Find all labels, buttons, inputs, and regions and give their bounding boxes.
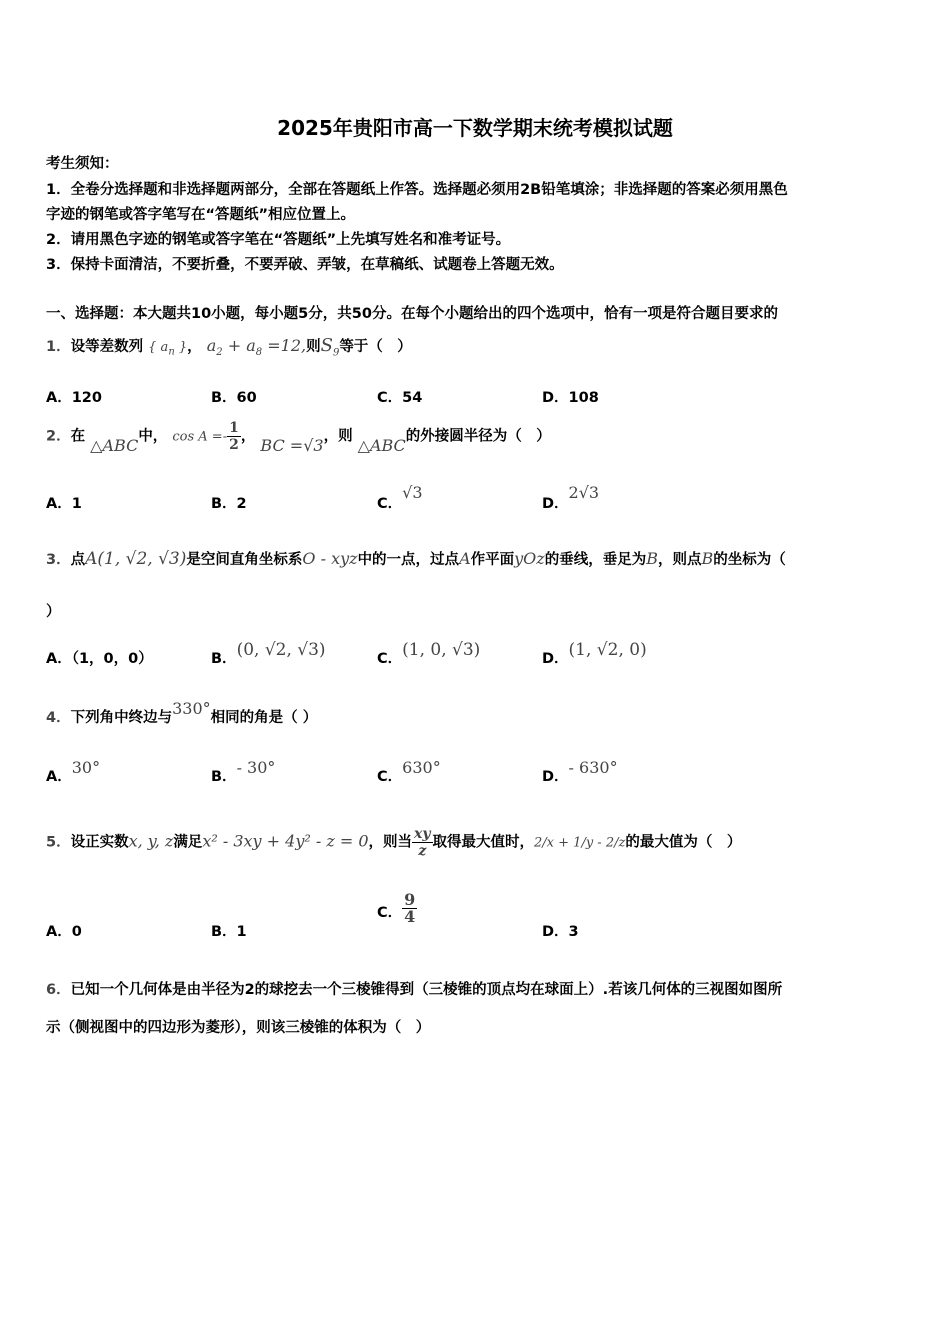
question-4: 4．下列角中终边与330°相同的角是（ ） [46, 699, 318, 726]
question-1: 1．设等差数列 { $a_n$ }， $a_2 + a_8 =12$,则$S_9$等于（ ） [46, 335, 412, 359]
q3-option-c[interactable]: C．(1, 0, √3) [377, 640, 481, 667]
question-6: 6．已知一个几何体是由半径为2的球挖去一个三棱锥得到（三棱锥的顶点均在球面上）.若该几何体的三视图如图所 [46, 982, 783, 998]
q3-option-d[interactable]: D．(1, √2, 0) [542, 640, 647, 667]
notice-item-3: 3．保持卡面清洁，不要折叠，不要弄破、弄皱，在草稿纸、试题卷上答题无效。 [46, 257, 564, 273]
q4-option-c[interactable]: C．630° [377, 758, 441, 785]
question-3: 3．点A(1, √2, √3)是空间直角坐标系O - xyz中的一点，过点A作平面yOz的垂线，垂足为B，则点B的坐标为（ [46, 549, 786, 569]
question-5: 5．设正实数x, y, z满足x² - 3xy + 4y² - z = 0，则当 $\frac{xy}{z}$ 取得最大值时，2/x + 1/y - 2/z的最大值为（ ） [46, 826, 742, 859]
q3-option-b[interactable]: B．(0, √2, √3) [211, 640, 326, 667]
question-6-cont: 示（侧视图中的四边形为菱形），则该三棱锥的体积为（ ） [46, 1020, 431, 1036]
q1-option-a[interactable]: A．120 [46, 390, 102, 406]
q5-option-a[interactable]: A．0 [46, 924, 82, 940]
q2-option-d[interactable]: D．2√3 [542, 483, 600, 512]
q2-option-b[interactable]: B．2 [211, 496, 247, 512]
q1-option-b[interactable]: B．60 [211, 390, 257, 406]
question-3-cont: ） [46, 604, 61, 620]
q2-option-a[interactable]: A．1 [46, 496, 82, 512]
q4-option-b[interactable]: B．- 30° [211, 758, 276, 785]
notice-item-2: 2．请用黑色字迹的钢笔或答字笔在“答题纸”上先填写姓名和准考证号。 [46, 232, 511, 248]
q4-option-d[interactable]: D．- 630° [542, 758, 618, 785]
q5-option-d[interactable]: D．3 [542, 924, 579, 940]
section-heading: 一、选择题：本大题共10小题，每小题5分，共50分。在每个小题给出的四个选项中，恰有一项是符合题目要求的 [46, 306, 778, 322]
q5-option-c[interactable]: C． $\frac{9}{4}$ [377, 890, 416, 926]
page-title: 2025年贵阳市高一下数学期末统考模拟试题 [277, 116, 673, 140]
q5-option-b[interactable]: B．1 [211, 924, 247, 940]
q1-option-d[interactable]: D．108 [542, 390, 599, 406]
notice-item-1: 1．全卷分选择题和非选择题两部分，全部在答题纸上作答。选择题必须用2B铅笔填涂；非选择题的答案必须用黑色 [46, 182, 788, 198]
question-2: 2．在 △ABC中， cos A =- $\frac{1}{2}$ ， BC =√3，则 △ABC的外接圆半径为（ ） [46, 420, 551, 455]
notice-heading: 考生须知： [46, 156, 119, 172]
q1-option-c[interactable]: C．54 [377, 390, 423, 406]
notice-item-1-cont: 字迹的钢笔或答字笔写在“答题纸”相应位置上。 [46, 207, 356, 223]
q2-option-c[interactable]: C．√3 [377, 483, 423, 512]
q4-option-a[interactable]: A．30° [46, 758, 101, 785]
q3-option-a[interactable]: A．（1，0，0） [46, 651, 153, 667]
